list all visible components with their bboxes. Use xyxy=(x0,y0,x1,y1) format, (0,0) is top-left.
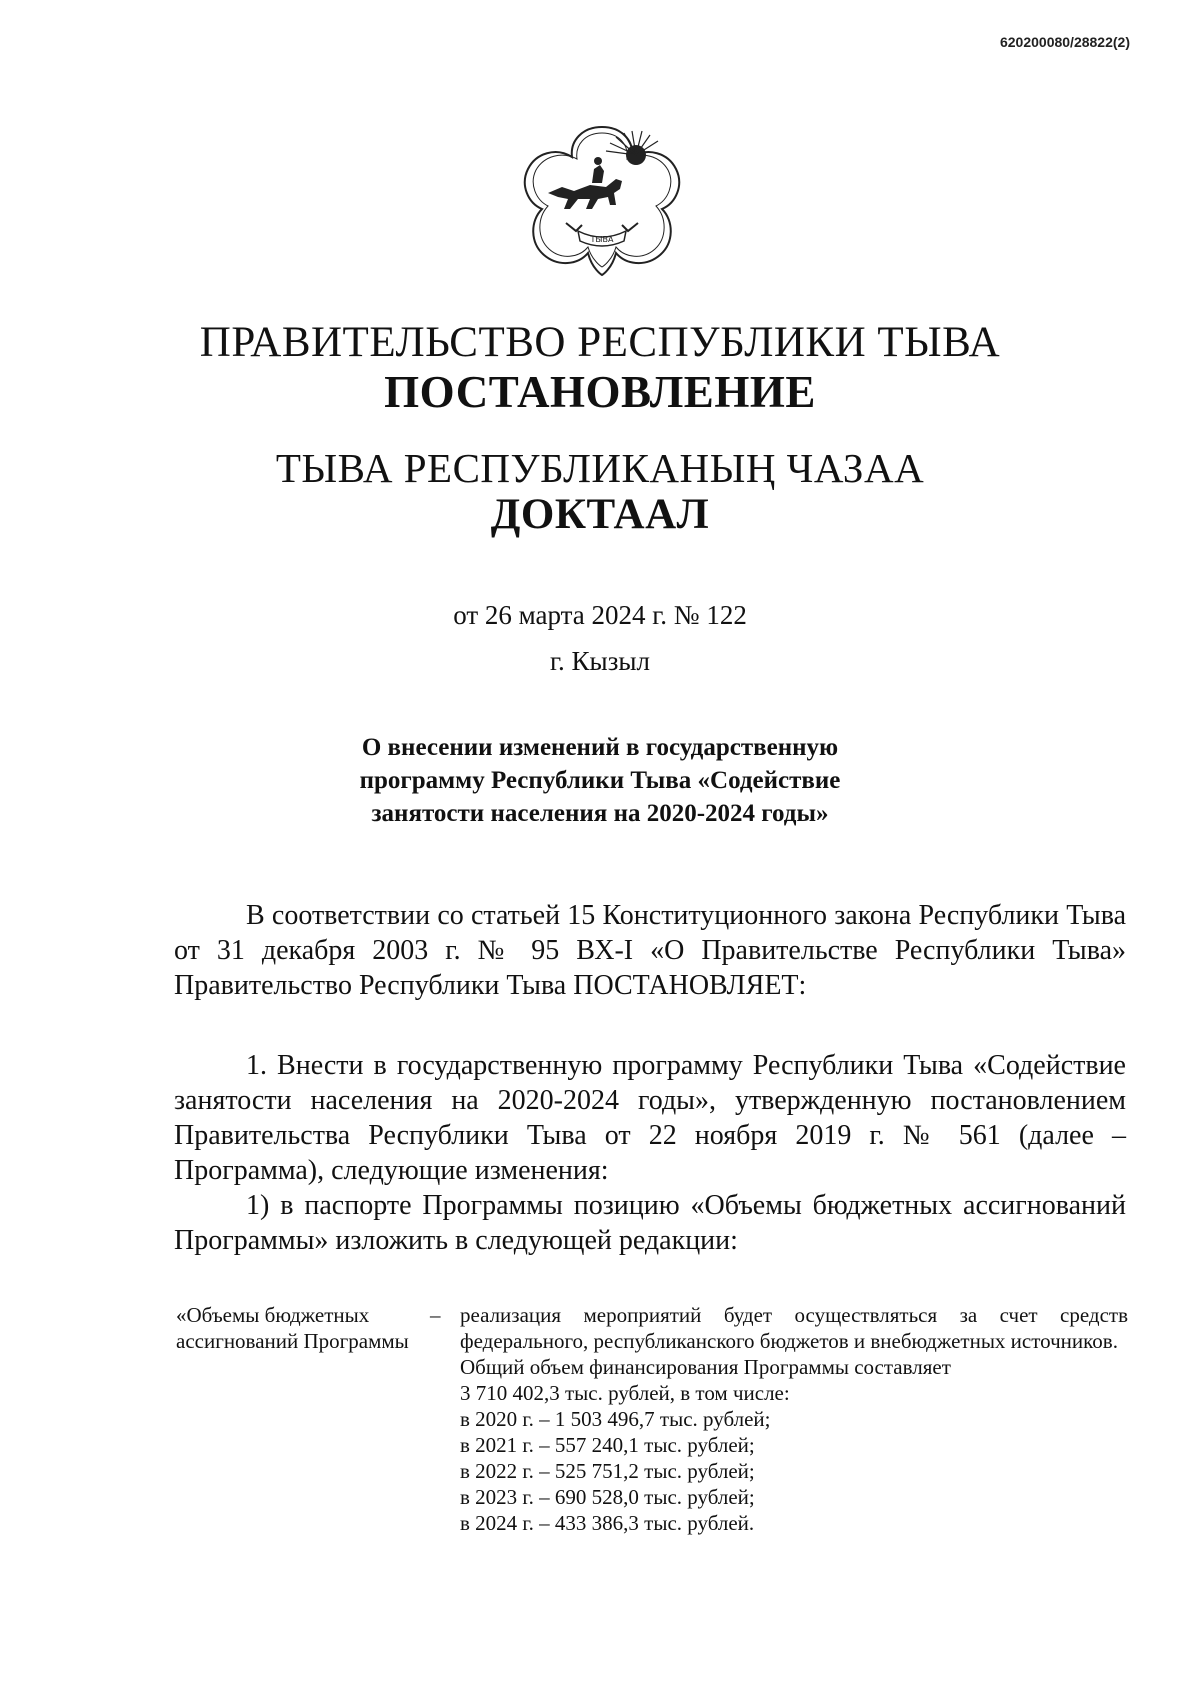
table-label: «Объемы бюджетных ассигнований Программы xyxy=(176,1303,409,1353)
government-title: ПРАВИТЕЛЬСТВО РЕСПУБЛИКИ ТЫВА xyxy=(199,319,1001,366)
intro-paragraph xyxy=(174,898,1126,1003)
table-year-row: в 2021 г. – 557 240,1 тыс. рублей; xyxy=(460,1433,755,1457)
table-year-row: в 2024 г. – 433 386,3 тыс. рублей. xyxy=(460,1511,755,1535)
item-1-paragraph: 1. Внести в государственную программу Республики Тыва «Содействие занятости населения на 2020-2024 годы», утвержденную постановлением Правительства Республики Тыва от 22 ноября 2019 г. № 561 (далее – Программа), следующие изменения: xyxy=(174,1050,1126,1186)
paragraph-text: В соответствии со статьей 15 Конституционного закона Республики Тыва от 31 декабря 2003 г. № 95 ВХ-I «О Правительстве Республики Тыва» Правительство Республики Тыва ПОСТАНОВЛЯЕТ: xyxy=(174,900,1126,1001)
table-text: реализация мероприятий будет осуществляться за счет средств федерального, республиканского бюджетов и внебюджетных источников. xyxy=(460,1303,1128,1353)
government-title-tyvan: ТЫВА РЕСПУБЛИКАНЫҢ ЧАЗАА xyxy=(275,445,925,491)
table-year-row: в 2022 г. – 525 751,2 тыс. рублей; xyxy=(460,1459,755,1483)
document-city: г. Кызыл xyxy=(550,646,650,676)
document-subject xyxy=(330,731,870,830)
table-dash: – xyxy=(430,1303,441,1327)
document-date: от 26 марта 2024 г. № 122 xyxy=(453,600,747,630)
document-type-title: ПОСТАНОВЛЕНИЕ xyxy=(384,367,816,417)
subject-line: программу Республики Тыва «Содействие xyxy=(359,767,841,794)
table-year-row: в 2020 г. – 1 503 496,7 тыс. рублей; xyxy=(460,1407,771,1431)
table-total: 3 710 402,3 тыс. рублей, в том числе: xyxy=(460,1381,790,1405)
table-text: Общий объем финансирования Программы составляет xyxy=(460,1355,951,1379)
items-section xyxy=(174,1048,1126,1258)
coat-of-arms-icon xyxy=(518,121,686,279)
subject-line: О внесении изменений в государственную xyxy=(361,734,839,761)
document-number: 620200080/28822(2) xyxy=(999,34,1130,50)
document-type-title-tyvan: ДОКТААЛ xyxy=(490,491,710,538)
svg-text:ТЫВА: ТЫВА xyxy=(590,235,614,244)
table-year-row: в 2023 г. – 690 528,0 тыс. рублей; xyxy=(460,1485,755,1509)
item-1-1-paragraph: 1) в паспорте Программы позицию «Объемы бюджетных ассигнований Программы» изложить в следующей редакции: xyxy=(174,1190,1126,1256)
subject-line: занятости населения на 2020-2024 годы» xyxy=(371,800,829,827)
table-content xyxy=(460,1302,1128,1536)
